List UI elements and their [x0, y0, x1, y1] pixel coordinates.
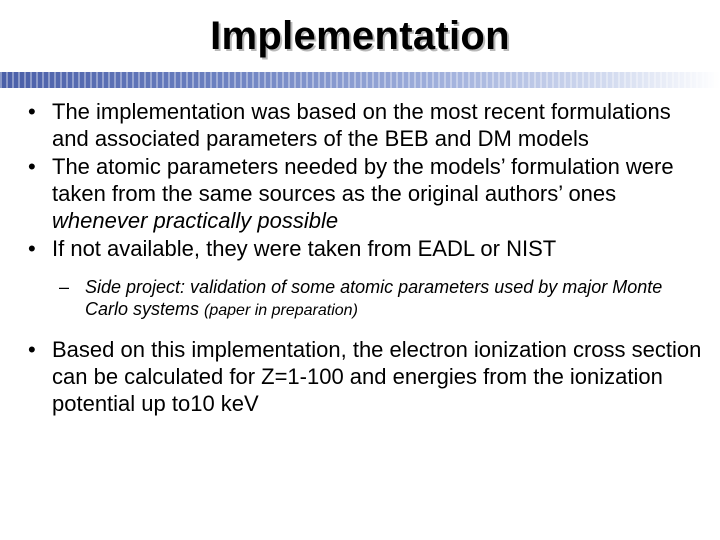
sub-bullet-marker: – — [59, 277, 70, 297]
bullet-marker: • — [28, 99, 36, 124]
bullet-not-available — [28, 235, 708, 262]
sub-bullet-side-project — [28, 276, 708, 322]
sub-bullet-text: Side project: validation of some atomic parameters used by major Monte Carlo systems — [85, 277, 663, 319]
bullet-implementation — [28, 98, 708, 152]
title-bar-pattern — [0, 72, 720, 88]
bullet-marker: • — [28, 154, 36, 179]
bullet-text: The atomic parameters needed by the models’ formulation were taken from the same sources as the original authors’ ones — [52, 154, 674, 206]
slide-title: Implementation — [210, 14, 510, 58]
bullet-text: The implementation was based on the most recent formulations and associated parameters of the BEB and DM models — [52, 99, 671, 151]
bullet-marker: • — [28, 337, 36, 362]
bullet-atomic-parameters — [28, 153, 708, 234]
bullet-text: If not available, they were taken from EADL or NIST — [52, 236, 557, 261]
title-underline-bar — [0, 72, 720, 88]
bullet-cross-section — [28, 336, 708, 417]
slide-body — [28, 98, 708, 418]
bullet-text: Based on this implementation, the electron ionization cross section can be calculated for Z=1-100 and energies from the ionization potential up to10 keV — [52, 337, 702, 416]
bullet-text-italic: whenever practically possible — [52, 208, 339, 233]
bullet-marker: • — [28, 236, 36, 261]
sub-bullet-paren: (paper in preparation) — [204, 302, 358, 319]
